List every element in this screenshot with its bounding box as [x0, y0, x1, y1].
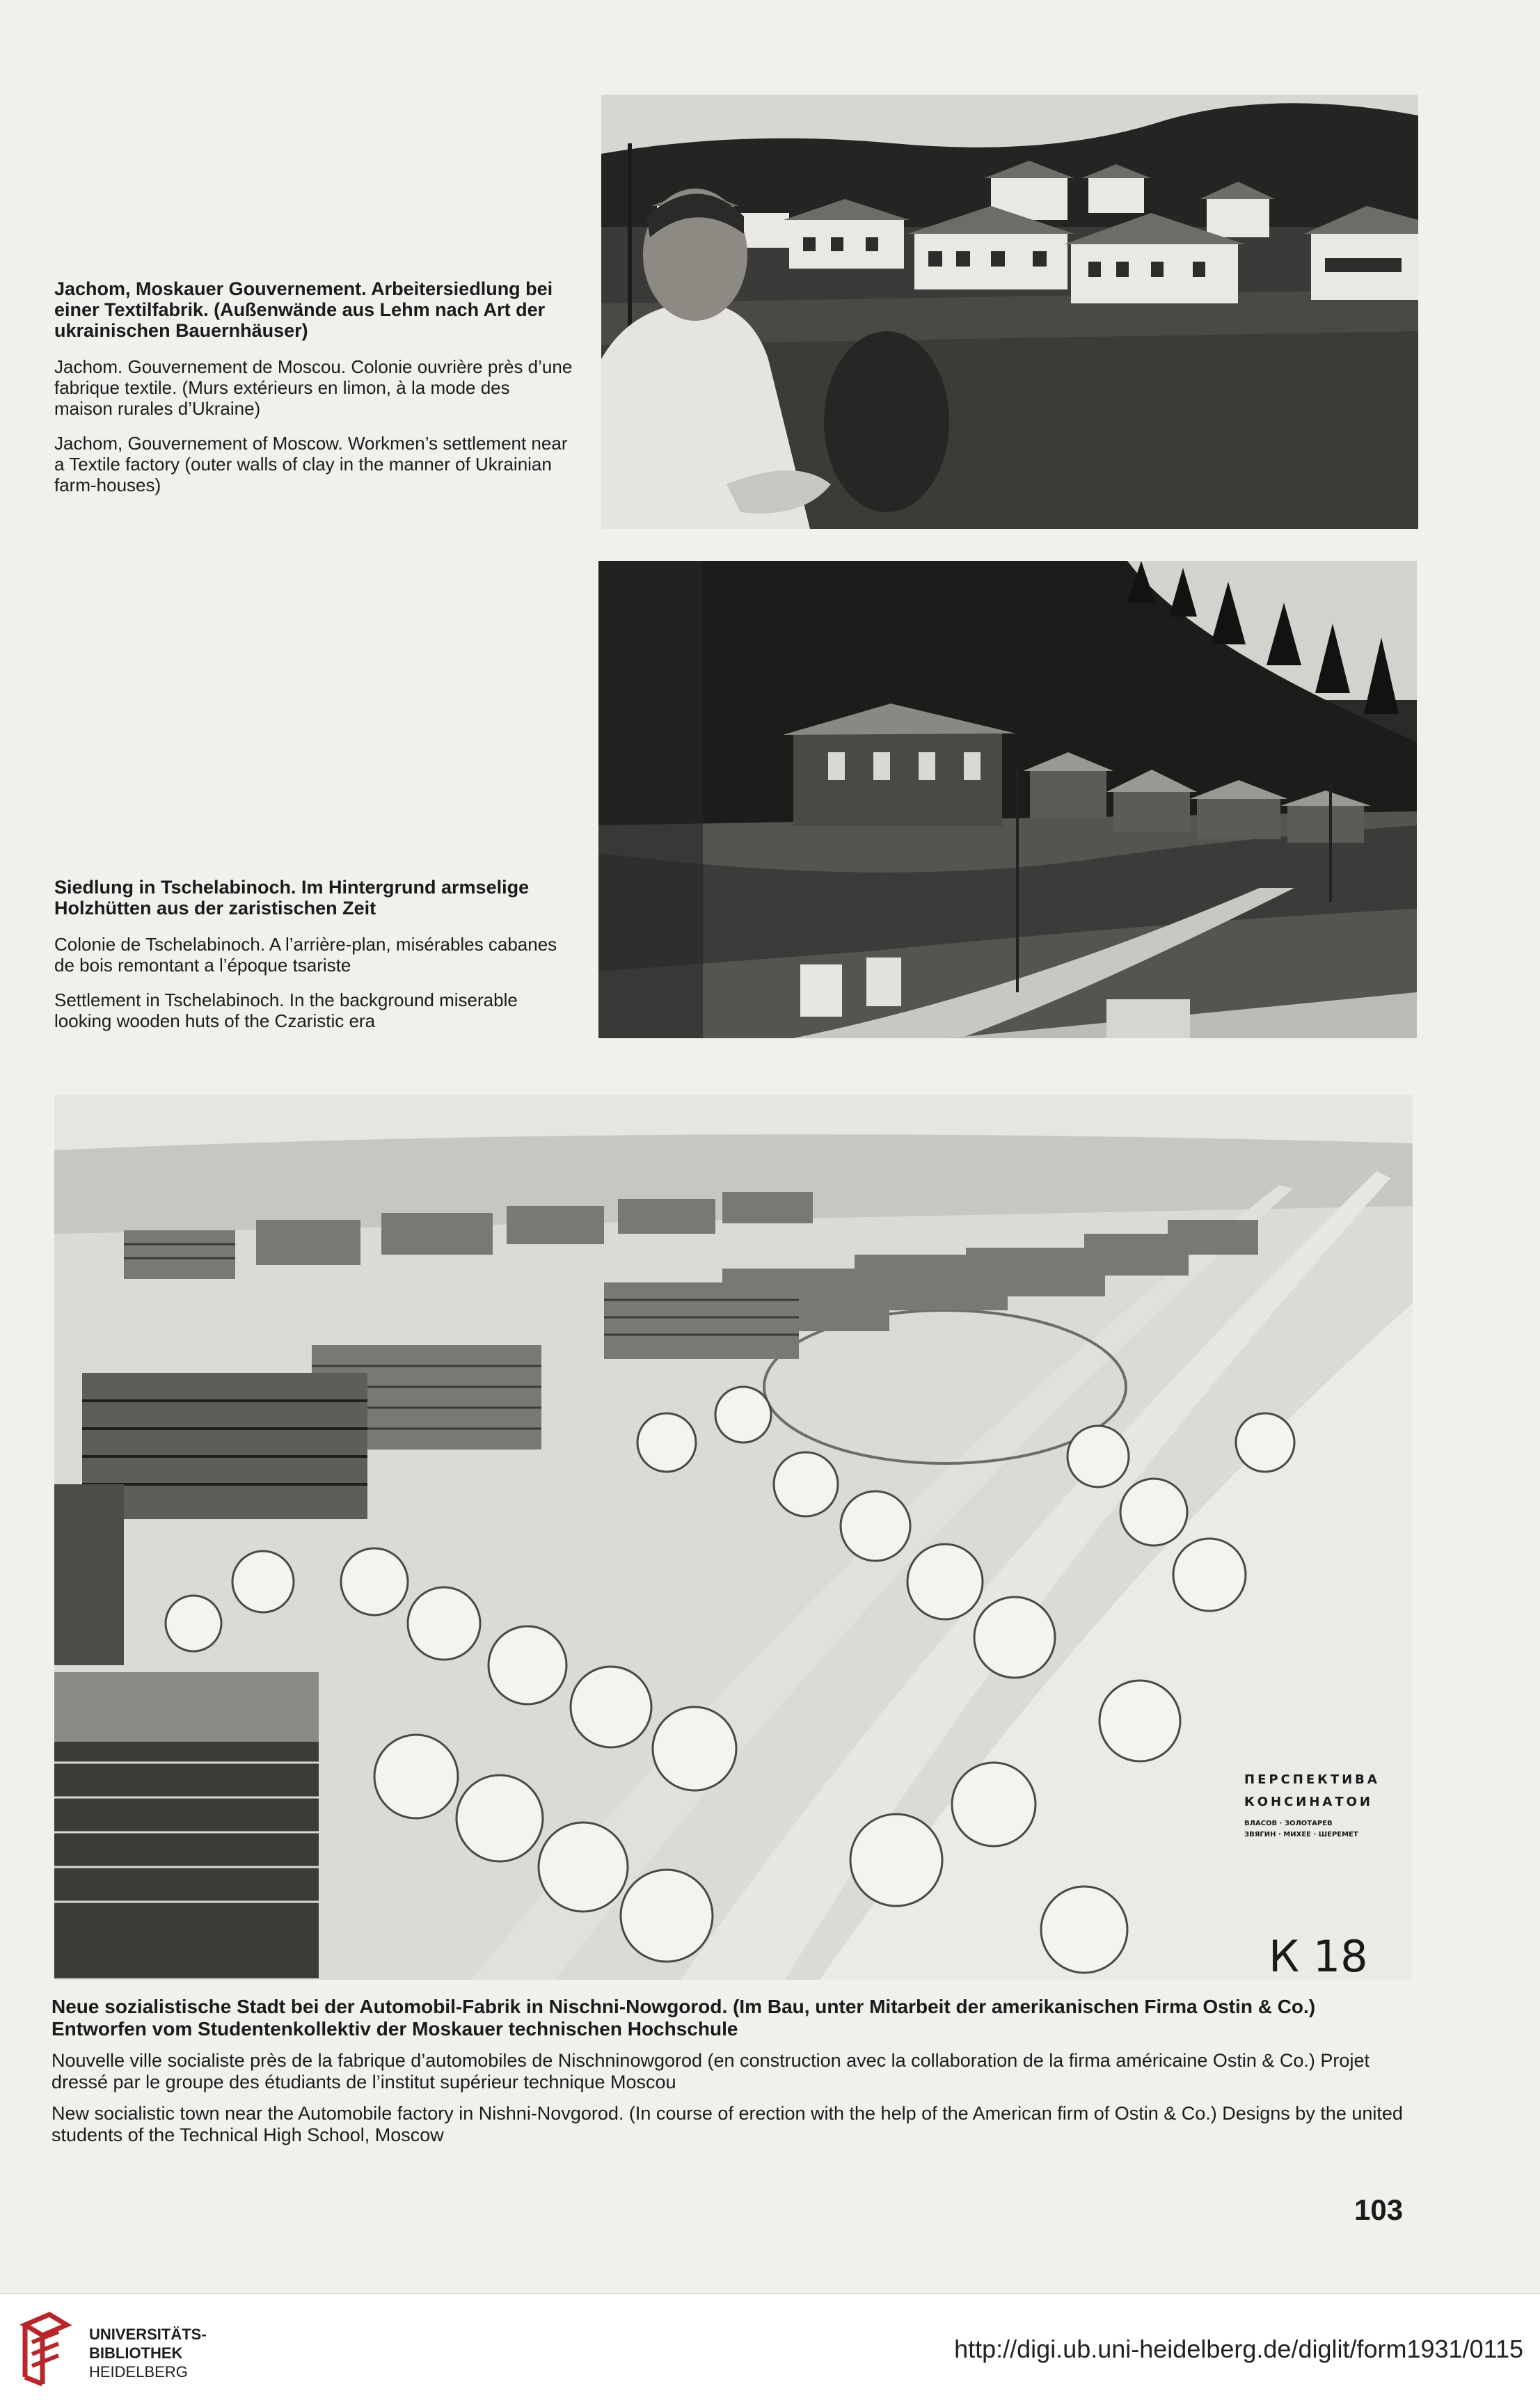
photo-tschelabinoch-settlement	[598, 561, 1417, 1038]
caption-nischni-german: Neue sozialistische Stadt bei der Automobil-Fabrik in Nischni-Nowgorod. (Im Bau, unter Mitarbeit der amerikanischen Firma Ostin & Co.) Entworfen vom Studentenkollektiv der Moskauer technischen Hochschule	[51, 1996, 1316, 2040]
caption-jachom-english: Jachom, Gouvernement of Moscow. Workmen’s settlement near a Textile factory (outer walls of clay in the manner of Ukrainian farm-houses)	[54, 433, 568, 495]
caption-jachom-german: Jachom, Moskauer Gouvernement. Arbeitersiedlung bei einer Textilfabrik. (Außenwände aus Lehm nach Art der ukrainischen Bauernhäuser)	[54, 278, 553, 341]
drawing-label-perspektiva: ПЕРСПЕКТИВА	[1244, 1772, 1380, 1787]
digitization-url-link[interactable]: http://digi.ub.uni-heidelberg.de/diglit/form1931/0115	[954, 2335, 1523, 2363]
digitization-footer	[0, 2293, 1540, 2407]
library-name-line-2: BIBLIOTHEK	[89, 2344, 183, 2362]
caption-jachom	[54, 278, 573, 509]
caption-nischni-nowgorod	[51, 1996, 1415, 2156]
photo-jachom-settlement	[601, 95, 1418, 529]
library-name-line-3: HEIDELBERG	[89, 2363, 188, 2381]
caption-tschelabinoch-german: Siedlung in Tschelabinoch. Im Hintergrund armselige Holzhütten aus der zaristischen Zeit	[54, 877, 530, 919]
library-name	[89, 2325, 207, 2381]
drawing-label-authors-2: ЗВЯГИН · МИХЕЕ · ШЕРЕМЕТ	[1244, 1831, 1358, 1838]
caption-nischni-english: New socialistic town near the Automobile factory in Nishni-Novgorod. (In course of erection with the help of the American firm of Ostin & Co.) Designs by the united students of the Technical High School, Moscow	[51, 2103, 1403, 2145]
caption-tschelabinoch-english: Settlement in Tschelabinoch. In the background miserable looking wooden huts of the Czaristic era	[54, 990, 518, 1031]
drawing-nischni-nowgorod	[54, 1095, 1413, 1980]
caption-tschelabinoch	[54, 877, 573, 1045]
page-number: 103	[1354, 2193, 1404, 2226]
caption-nischni-french: Nouvelle ville socialiste près de la fabrique d’automobiles de Nischninowgorod (en construction avec la collaboration de la firma américaine Ostin & Co.) Projet dressé par le groupe des étudiants de l’institut supérieur technique Moscou	[51, 2050, 1370, 2092]
drawing-label-kombinat: КОНСИНАТОИ	[1244, 1795, 1373, 1809]
drawing-label-authors-1: ВЛАСОВ · ЗОЛОТАРЕВ	[1244, 1820, 1333, 1827]
drawing-stamp: К 18	[1269, 1931, 1368, 1980]
library-name-line-1: UNIVERSITÄTS-	[89, 2326, 207, 2343]
caption-jachom-french: Jachom. Gouvernement de Moscou. Colonie ouvrière près d’une fabrique textile. (Murs extérieurs en limon, à la mode des maison rurales d’Ukraine)	[54, 356, 573, 419]
university-library-logo-icon[interactable]	[18, 2311, 74, 2388]
caption-tschelabinoch-french: Colonie de Tschelabinoch. A l’arrière-plan, misérables cabanes de bois remontant a l’époque tsariste	[54, 934, 557, 976]
